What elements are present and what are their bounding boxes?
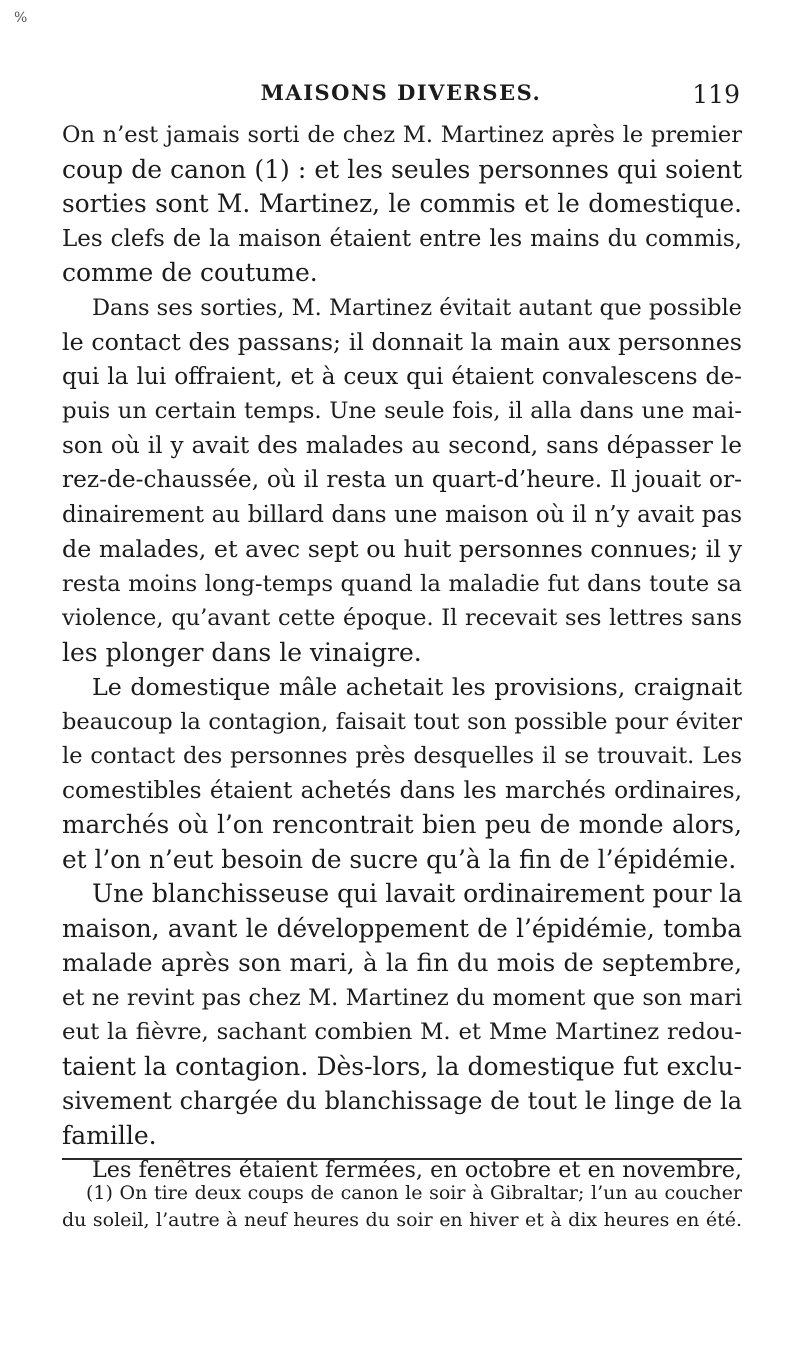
body-text <box>62 118 742 1188</box>
footnote-line: du soleil, l’autre à neuf heures du soir en hiver et à dix heures en été. <box>62 1209 742 1231</box>
page-number: 119 <box>692 80 740 109</box>
margin-mark: % <box>14 10 28 26</box>
text-line: dinairement au billard dans une maison où il n’y avait pas <box>62 501 742 528</box>
text-line: son où il y avait des malades au second, sans dépasser le <box>62 431 742 459</box>
text-line: Dans ses sorties, M. Martinez évitait autant que possible <box>92 294 742 321</box>
text-line: violence, qu’avant cette époque. Il recevait ses lettres sans <box>62 605 742 631</box>
text-line: malade après son mari, à la fin du mois de septembre, <box>62 948 742 977</box>
text-line: marchés où l’on rencontrait bien peu de monde alors, <box>62 810 742 839</box>
footnote <box>62 1180 742 1234</box>
page-header <box>62 80 740 110</box>
text-line: eut la fièvre, sachant combien M. et Mme Martinez redou- <box>62 1019 742 1045</box>
footnote-rule <box>62 1158 742 1160</box>
text-line: et ne revint pas chez M. Martinez du moment que son mari <box>62 984 742 1011</box>
text-line: qui la lui offraient, et à ceux qui étaient convalescens de- <box>62 362 742 390</box>
text-line: famille. <box>62 1120 157 1150</box>
text-line: beaucoup la contagion, faisait tout son possible pour éviter <box>62 708 742 735</box>
text-line: le contact des personnes près desquelles il se trouvait. Les <box>62 743 742 769</box>
text-line: rez-de-chaussée, où il resta un quart-d’heure. Il jouait or- <box>62 466 742 493</box>
text-line: maison, avant le développement de l’épidémie, tomba <box>62 913 742 943</box>
text-line: sorties sont M. Martinez, le commis et le domestique. <box>62 189 742 218</box>
text-line: On n’est jamais sorti de chez M. Martinez après le premier <box>62 122 742 148</box>
running-head: MAISONS DIVERSES. <box>260 80 542 105</box>
text-line: Une blanchisseuse qui lavait ordinairement pour la <box>92 879 742 908</box>
text-line: sivement chargée du blanchissage de tout le linge de la <box>62 1087 742 1115</box>
text-line: comme de coutume. <box>62 258 318 287</box>
text-line: Les fenêtres étaient fermées, en octobre et en novembre, <box>92 1157 742 1183</box>
text-line: comestibles étaient achetés dans les marchés ordinaires, <box>62 776 742 804</box>
text-line: resta moins long-temps quand la maladie fut dans toute sa <box>62 570 742 597</box>
text-line: et l’on n’eut besoin de sucre qu’à la fin de l’épidémie. <box>62 844 737 874</box>
text-line: les plonger dans le vinaigre. <box>62 637 422 667</box>
text-line: le contact des passans; il donnait la main aux personnes <box>62 328 742 356</box>
text-line: de malades, et avec sept ou huit personnes connues; il y <box>62 535 742 563</box>
text-line: Le domestique mâle achetait les provisions, craignait <box>92 673 742 701</box>
text-line: puis un certain temps. Une seule fois, il alla dans une mai- <box>62 398 742 424</box>
text-line: taient la contagion. Dès-lors, la domestique fut exclu- <box>62 1051 742 1081</box>
footnote-line: (1) On tire deux coups de canon le soir à Gibraltar; l’un au coucher <box>86 1182 742 1204</box>
text-line: Les clefs de la maison étaient entre les mains du commis, <box>62 225 742 252</box>
text-line: coup de canon (1) : et les seules personnes qui soient <box>62 154 742 184</box>
